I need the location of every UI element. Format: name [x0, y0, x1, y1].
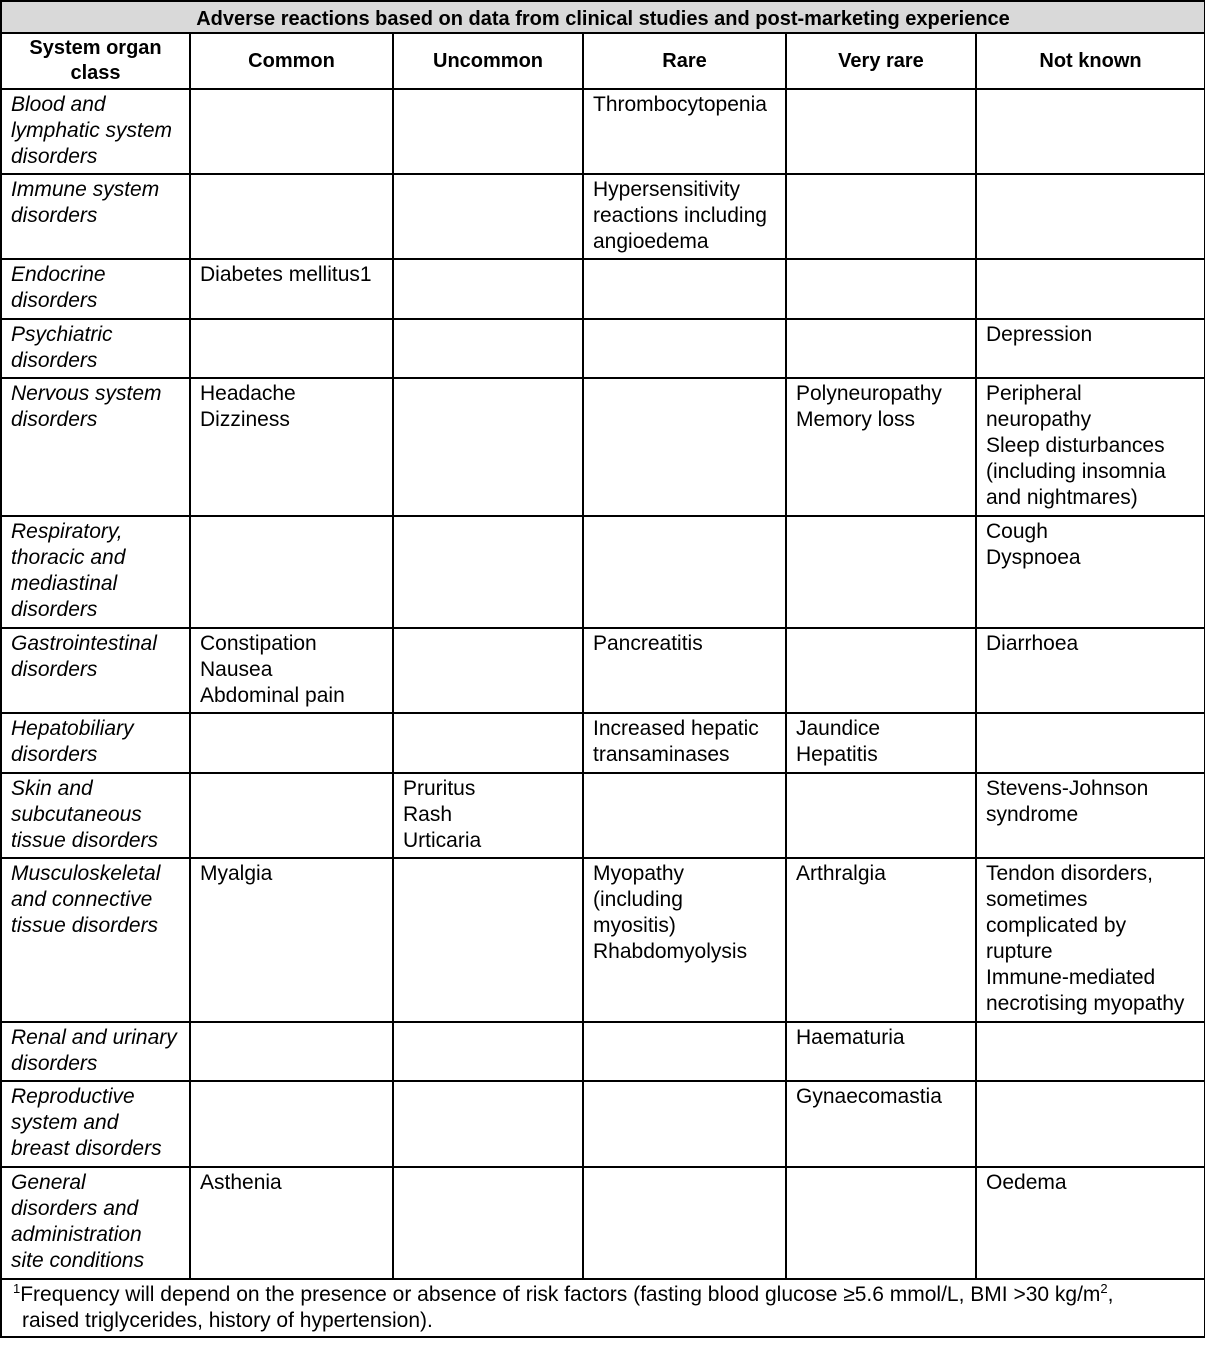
table-row — [1, 858, 1205, 1022]
cell-line: reactions including — [593, 204, 767, 227]
cell-not-known — [976, 378, 1205, 516]
column-header-system-organ-class — [1, 33, 190, 89]
cell-rare — [583, 319, 786, 378]
cell-uncommon — [393, 773, 583, 858]
cell-line: subcutaneous — [11, 803, 142, 826]
table-row — [1, 1167, 1205, 1279]
cell-line: lymphatic system — [11, 119, 173, 142]
cell-common — [190, 259, 393, 319]
table-row — [1, 174, 1205, 259]
cell-rare — [583, 858, 786, 1022]
column-header-uncommon: Uncommon — [393, 33, 583, 89]
cell-uncommon — [393, 858, 583, 1022]
cell-rare — [583, 516, 786, 628]
cell-very-rare — [786, 858, 976, 1022]
cell-common — [190, 858, 393, 1022]
cell-line: myositis) — [593, 914, 676, 937]
table-row — [1, 516, 1205, 628]
cell-line: Skin and — [11, 777, 93, 800]
cell-common — [190, 1022, 393, 1081]
cell-line: Stevens-Johnson — [986, 777, 1149, 800]
table-row — [1, 773, 1205, 858]
cell-rare — [583, 89, 786, 174]
cell-very-rare — [786, 516, 976, 628]
cell-line: administration — [11, 1223, 142, 1246]
cell-uncommon — [393, 1022, 583, 1081]
cell-very-rare — [786, 1081, 976, 1167]
cell-very-rare — [786, 628, 976, 713]
cell-uncommon — [393, 378, 583, 516]
cell-line: Rhabdomyolysis — [593, 940, 748, 963]
cell-not-known — [976, 1022, 1205, 1081]
cell-not-known — [976, 858, 1205, 1022]
footnote-text-1b: , — [1107, 1283, 1114, 1306]
cell-uncommon — [393, 259, 583, 319]
cell-uncommon — [393, 713, 583, 773]
cell-uncommon — [393, 89, 583, 174]
cell-very-rare — [786, 713, 976, 773]
system-organ-class-cell — [1, 89, 190, 174]
cell-line: Musculoskeletal — [11, 862, 161, 885]
cell-uncommon — [393, 516, 583, 628]
cell-line: disorders — [11, 598, 98, 621]
cell-line: Nervous system — [11, 382, 162, 405]
cell-line: Urticaria — [403, 829, 482, 852]
cell-common — [190, 319, 393, 378]
table-row — [1, 628, 1205, 713]
cell-line: transaminases — [593, 743, 730, 766]
cell-common — [190, 1081, 393, 1167]
cell-not-known — [976, 516, 1205, 628]
cell-common — [190, 378, 393, 516]
cell-line: disorders — [11, 204, 98, 227]
system-organ-class-cell — [1, 1167, 190, 1279]
cell-line: (including — [593, 888, 683, 911]
footnote-line-2: raised triglycerides, history of hypertension). — [22, 1309, 433, 1332]
cell-line: thoracic and — [11, 546, 126, 569]
cell-line: Hepatobiliary — [11, 717, 134, 740]
cell-line: neuropathy — [986, 408, 1092, 431]
cell-uncommon — [393, 1167, 583, 1279]
cell-line: disorders — [11, 289, 98, 312]
system-organ-class-cell — [1, 1022, 190, 1081]
system-organ-class-cell — [1, 319, 190, 378]
cell-line: Rash — [403, 803, 453, 826]
table-title-row — [1, 1, 1205, 33]
cell-line: and connective — [11, 888, 153, 911]
cell-line: angioedema — [593, 230, 709, 253]
cell-line: necrotising myopathy — [986, 992, 1185, 1015]
table-row — [1, 259, 1205, 319]
cell-line: Immune system — [11, 178, 160, 201]
cell-line: Asthenia — [200, 1171, 282, 1194]
cell-line: Hepatitis — [796, 743, 878, 766]
cell-line: Constipation — [200, 632, 317, 655]
table-row — [1, 319, 1205, 378]
cell-uncommon — [393, 319, 583, 378]
table-row — [1, 378, 1205, 516]
table-row — [1, 1081, 1205, 1167]
cell-line: Haematuria — [796, 1026, 905, 1049]
cell-line: Myopathy — [593, 862, 685, 885]
cell-not-known — [976, 1167, 1205, 1279]
cell-very-rare — [786, 378, 976, 516]
cell-line: rupture — [986, 940, 1053, 963]
cell-rare — [583, 259, 786, 319]
cell-line: mediastinal — [11, 572, 118, 595]
footnote — [1, 1279, 1205, 1337]
cell-not-known — [976, 773, 1205, 858]
cell-very-rare — [786, 89, 976, 174]
system-organ-class-cell — [1, 773, 190, 858]
cell-line: Tendon disorders, — [986, 862, 1153, 885]
cell-uncommon — [393, 1081, 583, 1167]
system-organ-class-cell — [1, 713, 190, 773]
cell-line: Polyneuropathy — [796, 382, 942, 405]
cell-line: Pruritus — [403, 777, 476, 800]
cell-line: Pancreatitis — [593, 632, 703, 655]
table-title: Adverse reactions based on data from clinical studies and post-marketing experience — [1, 1, 1205, 33]
cell-common — [190, 628, 393, 713]
table-body — [1, 89, 1205, 1279]
cell-common — [190, 713, 393, 773]
cell-line: Diarrhoea — [986, 632, 1079, 655]
table-row — [1, 89, 1205, 174]
cell-line: disorders — [11, 349, 98, 372]
cell-line: Arthralgia — [796, 862, 886, 885]
cell-line: tissue disorders — [11, 914, 159, 937]
cell-line: system and — [11, 1111, 119, 1134]
cell-line: Diabetes mellitus1 — [200, 263, 372, 286]
footnote-superscript: 2 — [1100, 1281, 1108, 1296]
cell-very-rare — [786, 259, 976, 319]
column-header-rare: Rare — [583, 33, 786, 89]
cell-not-known — [976, 1081, 1205, 1167]
cell-common — [190, 89, 393, 174]
cell-very-rare — [786, 1167, 976, 1279]
column-header-label: System organ class — [29, 37, 162, 84]
cell-line: Depression — [986, 323, 1093, 346]
cell-line: Psychiatric — [11, 323, 113, 346]
cell-not-known — [976, 174, 1205, 259]
cell-rare — [583, 1081, 786, 1167]
footnote-line-1 — [13, 1282, 1196, 1308]
cell-line: Respiratory, — [11, 520, 123, 543]
cell-line: disorders — [11, 658, 98, 681]
cell-common — [190, 516, 393, 628]
cell-line: Reproductive — [11, 1085, 135, 1108]
cell-rare — [583, 174, 786, 259]
cell-line: Myalgia — [200, 862, 273, 885]
cell-uncommon — [393, 174, 583, 259]
cell-rare — [583, 1167, 786, 1279]
cell-rare — [583, 713, 786, 773]
cell-line: Abdominal pain — [200, 684, 345, 707]
cell-common — [190, 1167, 393, 1279]
cell-line: Cough — [986, 520, 1048, 543]
cell-line: complicated by — [986, 914, 1127, 937]
cell-rare — [583, 378, 786, 516]
footnote-marker: 1 — [13, 1281, 21, 1296]
cell-rare — [583, 1022, 786, 1081]
cell-line: Endocrine — [11, 263, 106, 286]
cell-line: General — [11, 1171, 86, 1194]
cell-line: disorders — [11, 743, 98, 766]
cell-line: sometimes — [986, 888, 1088, 911]
cell-line: Memory loss — [796, 408, 916, 431]
column-header-not-known: Not known — [976, 33, 1205, 89]
cell-line: and nightmares) — [986, 486, 1138, 509]
cell-line: disorders — [11, 1052, 98, 1075]
cell-common — [190, 174, 393, 259]
cell-line: Dyspnoea — [986, 546, 1081, 569]
footnote-text-1a: Frequency will depend on the presence or absence of risk factors (fasting blood glucose ≥5.6 mmol/L, BMI >30 kg/m — [20, 1283, 1101, 1306]
system-organ-class-cell — [1, 174, 190, 259]
system-organ-class-cell — [1, 628, 190, 713]
cell-line: Headache — [200, 382, 296, 405]
system-organ-class-cell — [1, 378, 190, 516]
system-organ-class-cell — [1, 259, 190, 319]
cell-line: Jaundice — [796, 717, 881, 740]
system-organ-class-cell — [1, 858, 190, 1022]
cell-rare — [583, 628, 786, 713]
cell-line: Increased hepatic — [593, 717, 759, 740]
cell-not-known — [976, 713, 1205, 773]
cell-rare — [583, 773, 786, 858]
cell-line: disorders — [11, 408, 98, 431]
cell-very-rare — [786, 319, 976, 378]
cell-line: Peripheral — [986, 382, 1082, 405]
cell-common — [190, 773, 393, 858]
footnote-row — [1, 1279, 1205, 1337]
cell-line: Gynaecomastia — [796, 1085, 942, 1108]
cell-line: breast disorders — [11, 1137, 162, 1160]
cell-line: syndrome — [986, 803, 1079, 826]
cell-line: Oedema — [986, 1171, 1067, 1194]
cell-line: (including insomnia — [986, 460, 1166, 483]
cell-not-known — [976, 319, 1205, 378]
cell-very-rare — [786, 1022, 976, 1081]
cell-uncommon — [393, 628, 583, 713]
cell-line: Dizziness — [200, 408, 290, 431]
system-organ-class-cell — [1, 1081, 190, 1167]
column-header-row — [1, 33, 1205, 89]
cell-not-known — [976, 89, 1205, 174]
cell-line: Immune-mediated — [986, 966, 1156, 989]
table-row — [1, 1022, 1205, 1081]
cell-not-known — [976, 628, 1205, 713]
cell-line: Nausea — [200, 658, 273, 681]
cell-line: Thrombocytopenia — [593, 93, 767, 116]
column-header-very-rare: Very rare — [786, 33, 976, 89]
cell-line: Gastrointestinal — [11, 632, 157, 655]
cell-not-known — [976, 259, 1205, 319]
cell-very-rare — [786, 174, 976, 259]
column-header-common: Common — [190, 33, 393, 89]
system-organ-class-cell — [1, 516, 190, 628]
cell-line: Sleep disturbances — [986, 434, 1165, 457]
cell-line: disorders and — [11, 1197, 139, 1220]
table-row — [1, 713, 1205, 773]
cell-line: disorders — [11, 145, 98, 168]
cell-line: Blood and — [11, 93, 106, 116]
cell-line: tissue disorders — [11, 829, 159, 852]
cell-very-rare — [786, 773, 976, 858]
cell-line: Renal and urinary — [11, 1026, 177, 1049]
cell-line: site conditions — [11, 1249, 145, 1272]
cell-line: Hypersensitivity — [593, 178, 741, 201]
